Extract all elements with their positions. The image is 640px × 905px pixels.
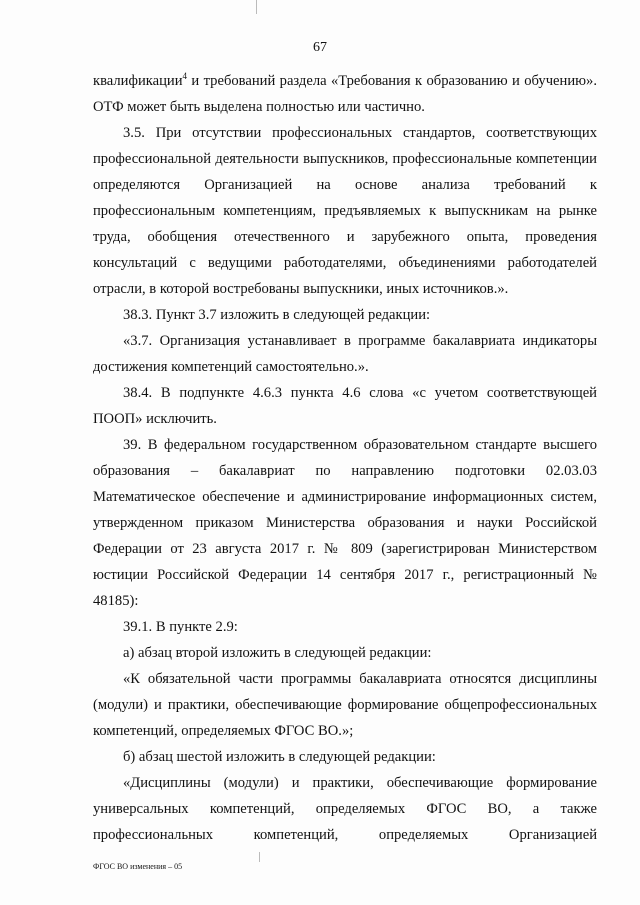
paragraph-quote-mandatory: «К обязательной части программы бакалавриата относятся дисциплины (модули) и практики, обеспечивающие формирование общепрофессиональных компетенций, определяемых ФГОС ВО.»; bbox=[93, 671, 597, 739]
footnote-ref: 4 bbox=[182, 71, 188, 82]
paragraph-3-5: 3.5. При отсутствии профессиональных стандартов, соответствующих профессиональной деятельности выпускников, профессиональные компетенции определяются Организацией на основе анализа требований к профессиональным компетенциям, предъявляемых к выпускникам на рынке труда, обобщения отечественного и зарубежного опыта, проведения консультаций с ведущими работодателями, объединениями работодателей отрасли, в которой востребованы выпускники, иных источников.». bbox=[93, 125, 597, 297]
paragraph-39: 39. В федеральном государственном образовательном стандарте высшего образования – бакалавриат по направлению подготовки 02.03.03 Математическое обеспечение и администрирование информационных систем, утвержденном приказом Министерства образования и науки Российской Федерации от 23 августа 2017 г. № 809 (зарегистрирован Министерством юстиции Российской Федерации 14 сентября 2017 г., регистрационный № 48185): bbox=[93, 437, 597, 609]
paragraph-a: а) абзац второй изложить в следующей редакции: bbox=[123, 645, 432, 661]
paragraph-quote-disciplines: «Дисциплины (модули) и практики, обеспечивающие формирование универсальных компетенций, определяемых ФГОС ВО, а также профессиональных компетенций, определяемых Организацией bbox=[93, 775, 597, 843]
paragraph-text-tail: и требований раздела «Требования к образованию и обучению». ОТФ может быть выделена полностью или частично. bbox=[93, 73, 597, 115]
paragraph-39-1: 39.1. В пункте 2.9: bbox=[123, 619, 238, 635]
paragraph-quote-3-7: «3.7. Организация устанавливает в программе бакалавриата индикаторы достижения компетенций самостоятельно.». bbox=[93, 333, 597, 375]
footer-note: ФГОС ВО изменения – 05 bbox=[93, 862, 183, 871]
scan-mark bbox=[259, 852, 260, 862]
paragraph-38-4: 38.4. В подпункте 4.6.3 пункта 4.6 слова «с учетом соответствующей ПООП» исключить. bbox=[93, 385, 597, 427]
paragraph-b: б) абзац шестой изложить в следующей редакции: bbox=[123, 749, 436, 765]
paragraph-text: квалификации bbox=[93, 73, 183, 89]
paragraph-continuation bbox=[93, 68, 597, 120]
page-number: 67 bbox=[313, 40, 327, 55]
scan-mark bbox=[256, 0, 257, 14]
document-body bbox=[93, 68, 597, 848]
paragraph-38-3: 38.3. Пункт 3.7 изложить в следующей редакции: bbox=[123, 307, 431, 323]
